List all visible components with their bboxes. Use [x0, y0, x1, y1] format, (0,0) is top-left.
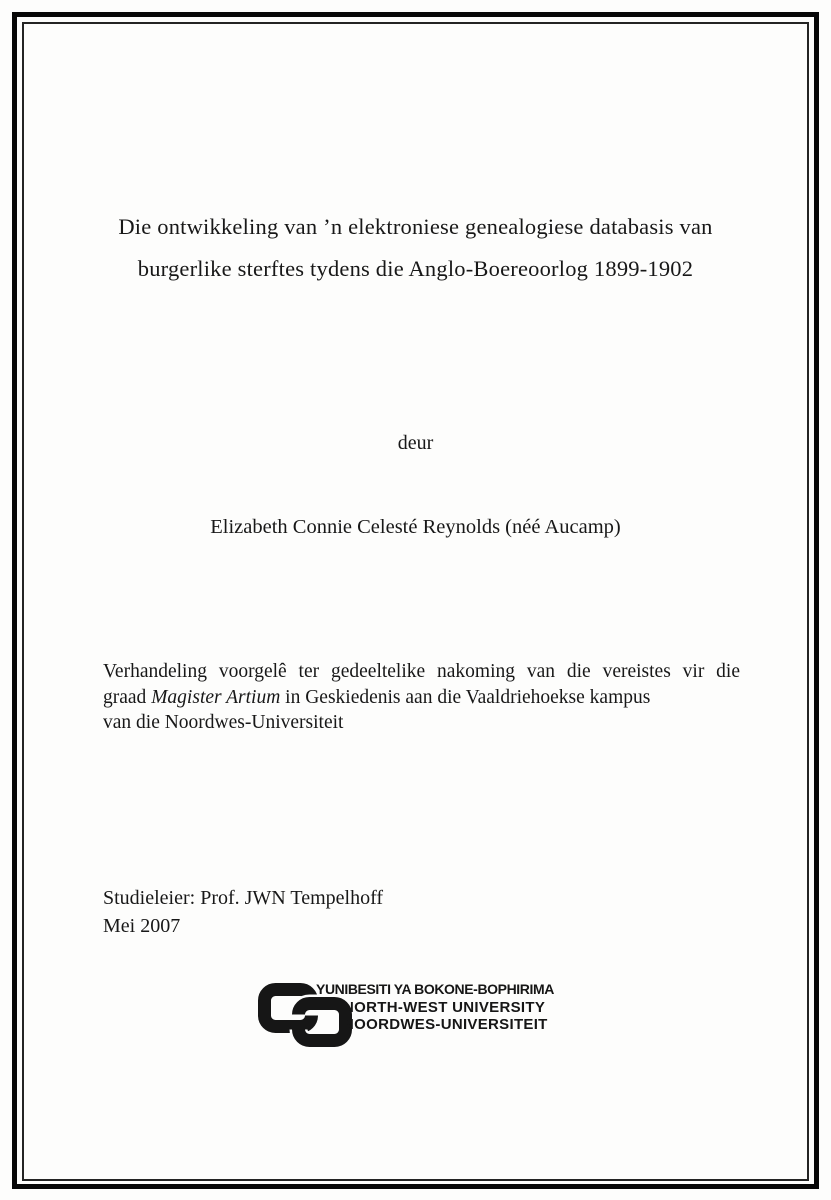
supervisor-block	[103, 884, 383, 940]
byline: deur	[397, 432, 434, 454]
degree-statement-line-1: Verhandeling voorgelê ter gedeeltelike nakoming van die vereistes vir die	[103, 661, 740, 682]
degree-name: Magister Artium	[151, 686, 281, 708]
thesis-title-line-2: burgerlike sterftes tydens die Anglo-Boereoorlog 1899-1902	[137, 256, 694, 281]
degree-statement-line-2	[103, 685, 740, 711]
thesis-title	[55, 206, 776, 290]
degree-statement-line-3: van die Noordwes-Universiteit	[103, 712, 344, 733]
thesis-title-line-1: Die ontwikkeling van ’n elektroniese genealogiese databasis van	[118, 214, 713, 239]
nwu-logo-line-afrikaans: NOORDWES-UNIVERSITEIT	[343, 1016, 548, 1033]
supervisor-line: Studieleier: Prof. JWN Tempelhoff	[103, 887, 384, 909]
degree-statement-line-2-post: in Geskiedenis aan die Vaaldriehoekse kampus	[280, 686, 651, 708]
nwu-logo	[256, 977, 586, 1057]
author-name: Elizabeth Connie Celesté Reynolds (néé Aucamp)	[210, 516, 621, 538]
degree-statement	[103, 659, 740, 736]
nwu-logo-text	[316, 981, 554, 1034]
degree-statement-line-2-pre: graad	[103, 686, 152, 708]
date-line: Mei 2007	[103, 915, 181, 937]
nwu-logo-line-english: NORTH-WEST UNIVERSITY	[343, 998, 546, 1016]
nwu-logo-line-setswana: YUNIBESITI YA BOKONE-BOPHIRIMA	[316, 981, 554, 997]
